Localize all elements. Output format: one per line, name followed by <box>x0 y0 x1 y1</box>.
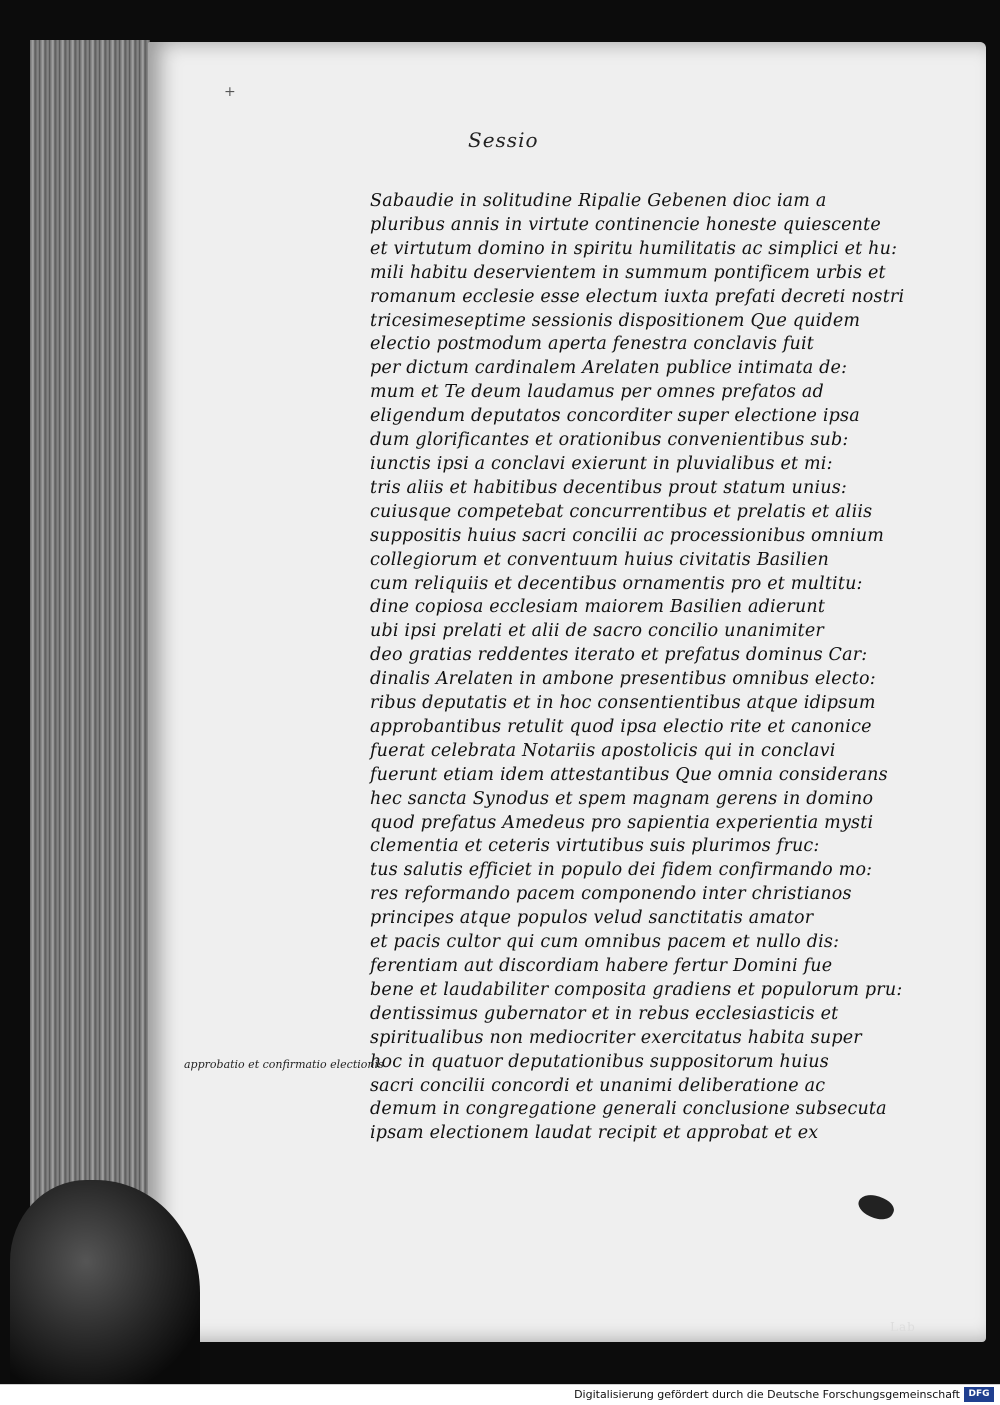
text-line: ipsam electionem laudat recipit et approbat et ex <box>370 1123 819 1144</box>
text-line: pluribus annis in virtute continencie honeste quiescente <box>370 214 881 235</box>
text-line: spiritualibus non mediocriter exercitatus habita super <box>370 1027 862 1048</box>
text-line: ferentiam aut discordiam habere fertur Domini fue <box>370 956 833 976</box>
text-line: bene et laudabiliter composita gradiens et populorum pru: <box>370 979 903 1000</box>
margin-annotation: approbatio et confirmatio electionis <box>184 1058 384 1071</box>
text-line: eligendum deputatos concorditer super electione ipsa <box>370 406 860 427</box>
text-line: tris aliis et habitibus decentibus prout statum unius: <box>370 477 848 498</box>
text-line: mum et Te deum laudamus per omnes prefatos ad <box>370 382 824 403</box>
text-line: per dictum cardinalem Arelaten publice intimata de: <box>370 358 848 379</box>
text-line: ribus deputatis et in hoc consentientibus atque idipsum <box>370 693 876 714</box>
text-line: clementia et ceteris virtutibus suis plurimos fruc: <box>370 836 820 857</box>
running-header: Sessio <box>468 128 539 152</box>
book-page-edges <box>30 40 150 1330</box>
text-line: cuiusque competebat concurrentibus et prelatis et aliis <box>370 501 873 522</box>
text-line: electio postmodum aperta fenestra conclavis fuit <box>370 334 815 355</box>
funding-credit: Digitalisierung gefördert durch die Deutsche Forschungsgemeinschaft <box>574 1388 960 1401</box>
text-line: Sabaudie in solitudine Ripalie Gebenen dioc iam a <box>370 191 827 211</box>
text-line: dentissimus gubernator et in rebus ecclesiasticis et <box>370 1003 839 1024</box>
text-line: cum reliquiis et decentibus ornamentis pro et multitu: <box>370 573 863 594</box>
text-line: fuerat celebrata Notariis apostolicis qui in conclavi <box>370 740 836 761</box>
stray-ink-mark: + <box>224 84 236 100</box>
corner-marks: Lab <box>890 1320 916 1334</box>
text-line: mili habitu deservientem in summum pontificem urbis et <box>370 262 886 283</box>
text-line: tus salutis efficiet in populo dei fidem confirmando mo: <box>370 860 873 881</box>
text-line: iunctis ipsi a conclavi exierunt in pluvialibus et mi: <box>370 453 833 474</box>
text-line: dum glorificantes et orationibus convenientibus sub: <box>370 430 849 451</box>
text-line: et virtutum domino in spiritu humilitatis ac simplici et hu: <box>370 238 898 259</box>
text-line: hoc in quatuor deputationibus suppositorum huius <box>370 1051 829 1072</box>
text-line: quod prefatus Amedeus pro sapientia experientia mysti <box>370 812 874 833</box>
text-line: hec sancta Synodus et spem magnam gerens in domino <box>370 788 874 809</box>
text-line: romanum ecclesie esse electum iuxta prefati decreti nostri <box>370 286 905 307</box>
text-line: et pacis cultor qui cum omnibus pacem et nullo dis: <box>370 932 840 953</box>
text-line: approbantibus retulit quod ipsa electio rite et canonice <box>370 716 872 737</box>
text-line: fuerunt etiam idem attestantibus Que omnia considerans <box>370 764 888 785</box>
text-line: res reformando pacem componendo inter christianos <box>370 884 852 905</box>
footer-bar <box>0 1384 1000 1405</box>
main-text-block <box>370 190 905 1146</box>
text-line: suppositis huius sacri concilii ac processionibus omnium <box>370 525 885 546</box>
text-line: demum in congregatione generali conclusione subsecuta <box>370 1099 887 1120</box>
text-line: dinalis Arelaten in ambone presentibus omnibus electo: <box>370 669 876 690</box>
text-line: ubi ipsi prelati et alii de sacro concilio unanimiter <box>370 621 824 642</box>
dfg-logo-icon: DFG <box>964 1387 994 1402</box>
text-line: deo gratias reddentes iterato et prefatus dominus Car: <box>370 645 868 666</box>
text-line: collegiorum et conventuum huius civitatis Basilien <box>370 549 829 570</box>
text-line: tricesimeseptime sessionis dispositionem Que quidem <box>370 310 861 331</box>
text-line: sacri concilii concordi et unanimi deliberatione ac <box>370 1075 826 1096</box>
text-line: dine copiosa ecclesiam maiorem Basilien adierunt <box>370 597 826 618</box>
text-line: principes atque populos velud sanctitatis amator <box>370 908 814 929</box>
